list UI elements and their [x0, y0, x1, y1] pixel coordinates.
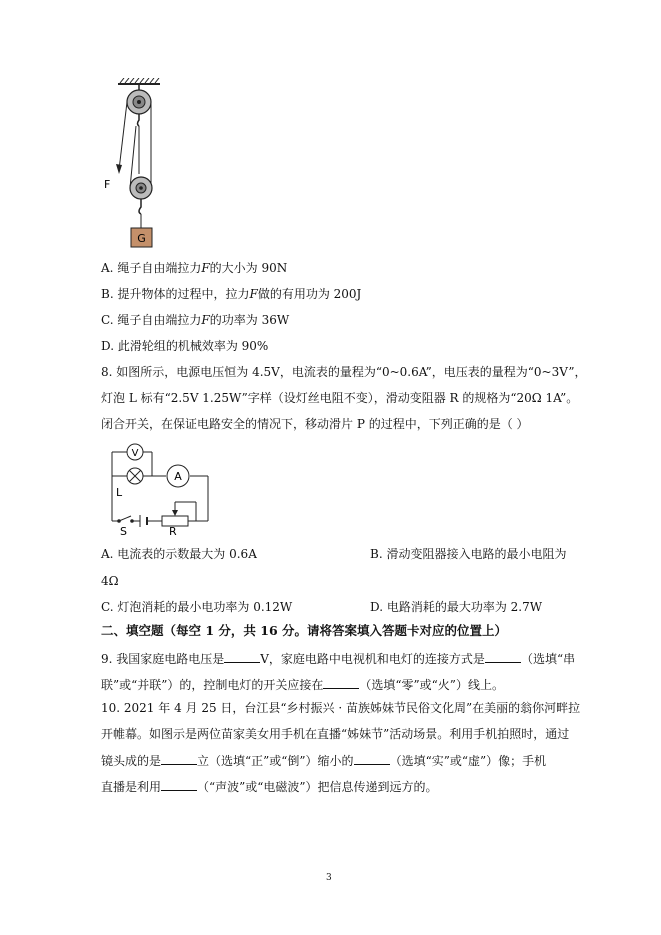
lamp-label: L — [116, 486, 123, 499]
rheostat-label: R — [169, 525, 177, 536]
q9-line1: 9. 我国家庭电路电压是 V，家庭电路中电视机和电灯的连接方式是 （选填“串 — [101, 652, 576, 666]
q8-option-d: D. 电路消耗的最大功率为 2.7W — [370, 600, 543, 614]
ammeter-label: A — [174, 470, 182, 483]
q7-option-b: B. 提升物体的过程中，拉力F做的有用功为 200J — [101, 287, 362, 301]
q10-line1: 10. 2021 年 4 月 25 日，台江县“乡村振兴 · 苗族姊妹节民俗文化周”在美丽的翁你河畔拉 — [101, 701, 581, 715]
q9-blank-2[interactable] — [485, 650, 521, 663]
q10-blank-3[interactable] — [161, 778, 197, 791]
q7-option-a: A. 绳子自由端拉力F的大小为 90N — [101, 261, 288, 275]
voltmeter-label: V — [131, 448, 139, 459]
q9-line2: 联”或“并联”）的，控制电灯的开关应接在 （选填“零”或“火”）线上。 — [101, 678, 504, 692]
q8-stem-line1: 8. 如图所示，电源电压恒为 4.5V，电流表的量程为“0~0.6A”，电压表的量程为“0~3V”， — [101, 365, 587, 379]
q8-stem-line3: 闭合开关，在保证电路安全的情况下，移动滑片 P 的过程中，下列正确的是（ ） — [101, 417, 529, 431]
q10-blank-2[interactable] — [354, 752, 390, 765]
q8-option-c: C. 灯泡消耗的最小电功率为 0.12W — [101, 600, 293, 614]
q8-stem-line2: 灯泡 L 标有“2.5V 1.25W”字样（设灯丝电阻不变），滑动变阻器 R 的规格为“20Ω 1A”。 — [101, 391, 579, 405]
circuit-figure — [100, 440, 215, 536]
q10-line4: 直播是利用 （“声波”或“电磁波”）把信息传递到远方的。 — [101, 780, 438, 794]
q7-option-c: C. 绳子自由端拉力F的功率为 36W — [101, 313, 290, 327]
q9-blank-1[interactable] — [224, 650, 260, 663]
q8-option-b-cont: 4Ω — [101, 574, 119, 588]
q10-line2: 开帷幕。如图示是两位苗家美女用手机在直播“姊妹节”活动场景。利用手机拍照时，通过 — [101, 727, 570, 741]
q8-option-a: A. 电流表的示数最大为 0.6A — [101, 547, 257, 561]
q10-blank-1[interactable] — [161, 752, 197, 765]
q8-option-b: B. 滑动变阻器接入电路的最小电阻为 — [370, 547, 567, 561]
force-label: F — [104, 178, 111, 191]
page-number: 3 — [326, 873, 332, 883]
switch-label: S — [120, 525, 127, 536]
q10-line3: 镜头成的是 立（选填“正”或“倒”）缩小的 （选填“实”或“虚”）像；手机 — [101, 754, 547, 768]
pulley-figure — [100, 78, 190, 250]
q7-option-d: D. 此滑轮组的机械效率为 90% — [101, 339, 269, 353]
q9-blank-3[interactable] — [323, 676, 359, 689]
section-heading: 二、填空题（每空 1 分，共 16 分。请将答案填入答题卡对应的位置上） — [101, 623, 508, 638]
weight-label: G — [137, 232, 146, 245]
